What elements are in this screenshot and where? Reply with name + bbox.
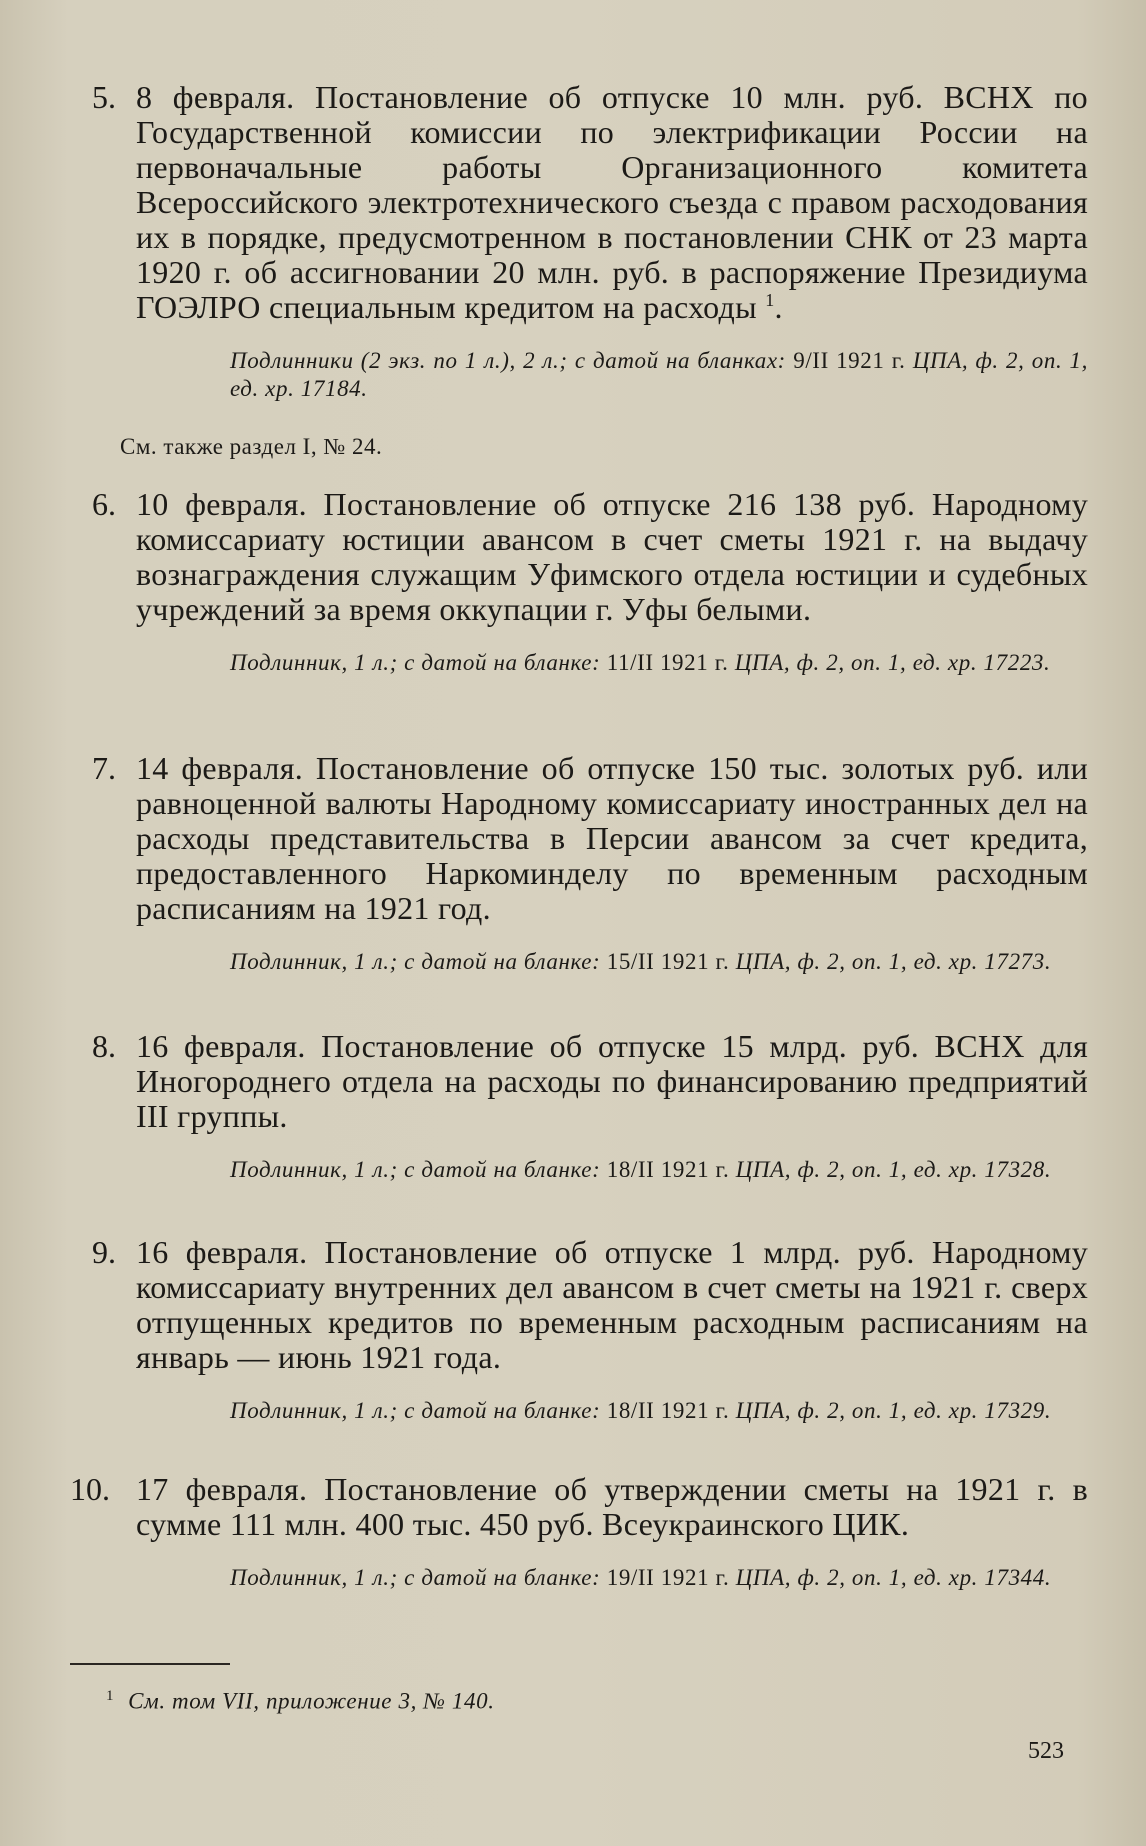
entry-text: 16 февраля. Постановление об отпуске 1 млрд. руб. Народному комиссариату внутренних дел авансом в счет сметы на 1921 г. сверх отпущенных кредитов по временным расходным расписаниям на январь — июнь 1921 года. bbox=[136, 1234, 1088, 1375]
source-archive: ЦПА, ф. 2, оп. 1, ед. хр. 17344. bbox=[735, 1565, 1052, 1590]
source-note bbox=[230, 1564, 1088, 1592]
entry-text bbox=[136, 80, 1088, 325]
source-date: 11/II 1921 г. bbox=[606, 650, 729, 675]
source-description: Подлинник, 1 л.; с датой на бланке: bbox=[230, 949, 601, 974]
entry-text: 17 февраля. Постановление об утверждении сметы на 1921 г. в сумме 111 млн. 400 тыс. 450 руб. Всеукраинского ЦИК. bbox=[136, 1471, 1088, 1542]
footnote-text: См. том VII, приложение 3, № 140. bbox=[128, 1688, 495, 1714]
source-date: 19/II 1921 г. bbox=[606, 1565, 730, 1590]
entry-end-punct: . bbox=[774, 289, 783, 325]
entry-6 bbox=[92, 487, 1088, 677]
footnote-mark: 1 bbox=[765, 290, 775, 310]
entry-7 bbox=[92, 751, 1088, 976]
entry-text: 10 февраля. Постановление об отпуске 216 138 руб. Народному комиссариату юстиции авансом в счет сметы 1921 г. на выдачу вознаграждения служащим Уфимского отдела юстиции и судебных учреждений за время оккупации г. Уфы белыми. bbox=[136, 486, 1088, 627]
source-date: 18/II 1921 г. bbox=[606, 1398, 730, 1423]
source-date: 18/II 1921 г. bbox=[606, 1157, 730, 1182]
entry-body-text: 8 февраля. Постановление об отпуске 10 млн. руб. ВСНХ по Государственной комиссии по электрификации России на первоначальные работы Организационного комитета Всероссийского электротехнического съезда с правом расходования их в порядке, предусмотренном в постановлении СНК от 23 марта 1920 г. об ассигновании 20 млн. руб. в распоряжение Президиума ГОЭЛРО специальным кредитом на расходы bbox=[136, 79, 1088, 325]
source-note bbox=[230, 948, 1088, 976]
source-archive: ЦПА, ф. 2, оп. 1, ед. хр. 17328. bbox=[735, 1157, 1052, 1182]
entry-text: 14 февраля. Постановление об отпуске 150 тыс. золотых руб. или равноценной валюты Народному комиссариату иностранных дел на расходы представительства в Персии авансом за счет кредита, предоставленного Наркоминделу по временным расходным расписаниям на 1921 год. bbox=[136, 750, 1088, 926]
entry-number: 10. bbox=[70, 1471, 110, 1507]
source-description: Подлинник, 1 л.; с датой на бланке: bbox=[230, 1565, 601, 1590]
entry-number: 6. bbox=[92, 486, 116, 522]
source-date: 15/II 1921 г. bbox=[606, 949, 730, 974]
entry-10 bbox=[70, 1472, 1088, 1592]
source-archive: ЦПА, ф. 2, оп. 1, ед. хр. 17329. bbox=[735, 1398, 1052, 1423]
source-description: Подлинник, 1 л.; с датой на бланке: bbox=[230, 1157, 601, 1182]
footnote-divider bbox=[70, 1663, 230, 1665]
source-archive: ЦПА, ф. 2, оп. 1, ед. хр. 17223. bbox=[734, 650, 1051, 675]
entry-5 bbox=[92, 80, 1088, 403]
source-note bbox=[230, 1397, 1088, 1425]
source-description: Подлинники (2 экз. по 1 л.), 2 л.; с датой на бланках: bbox=[230, 348, 786, 373]
entry-number: 5. bbox=[92, 79, 116, 115]
source-description: Подлинник, 1 л.; с датой на бланке: bbox=[230, 650, 601, 675]
footnote bbox=[106, 1682, 495, 1716]
source-note bbox=[230, 649, 1088, 677]
page-number: 523 bbox=[1028, 1738, 1064, 1764]
source-archive: ЦПА, ф. 2, оп. 1, ед. хр. 17184. bbox=[230, 348, 1088, 401]
entry-number: 8. bbox=[92, 1028, 116, 1064]
source-date: 9/II 1921 г. bbox=[793, 348, 906, 373]
source-note bbox=[230, 1156, 1088, 1184]
entry-number: 7. bbox=[92, 750, 116, 786]
source-description: Подлинник, 1 л.; с датой на бланке: bbox=[230, 1398, 601, 1423]
entry-number: 9. bbox=[92, 1234, 116, 1270]
footnote-number: 1 bbox=[106, 1688, 115, 1704]
source-note bbox=[230, 347, 1088, 403]
entry-8 bbox=[92, 1029, 1088, 1184]
entry-9 bbox=[92, 1235, 1088, 1425]
source-archive: ЦПА, ф. 2, оп. 1, ед. хр. 17273. bbox=[735, 949, 1052, 974]
see-also-note: См. также раздел I, № 24. bbox=[120, 434, 383, 459]
entry-text: 16 февраля. Постановление об отпуске 15 млрд. руб. ВСНХ для Иногороднего отдела на расходы по финансированию предприятий III группы. bbox=[136, 1028, 1088, 1134]
